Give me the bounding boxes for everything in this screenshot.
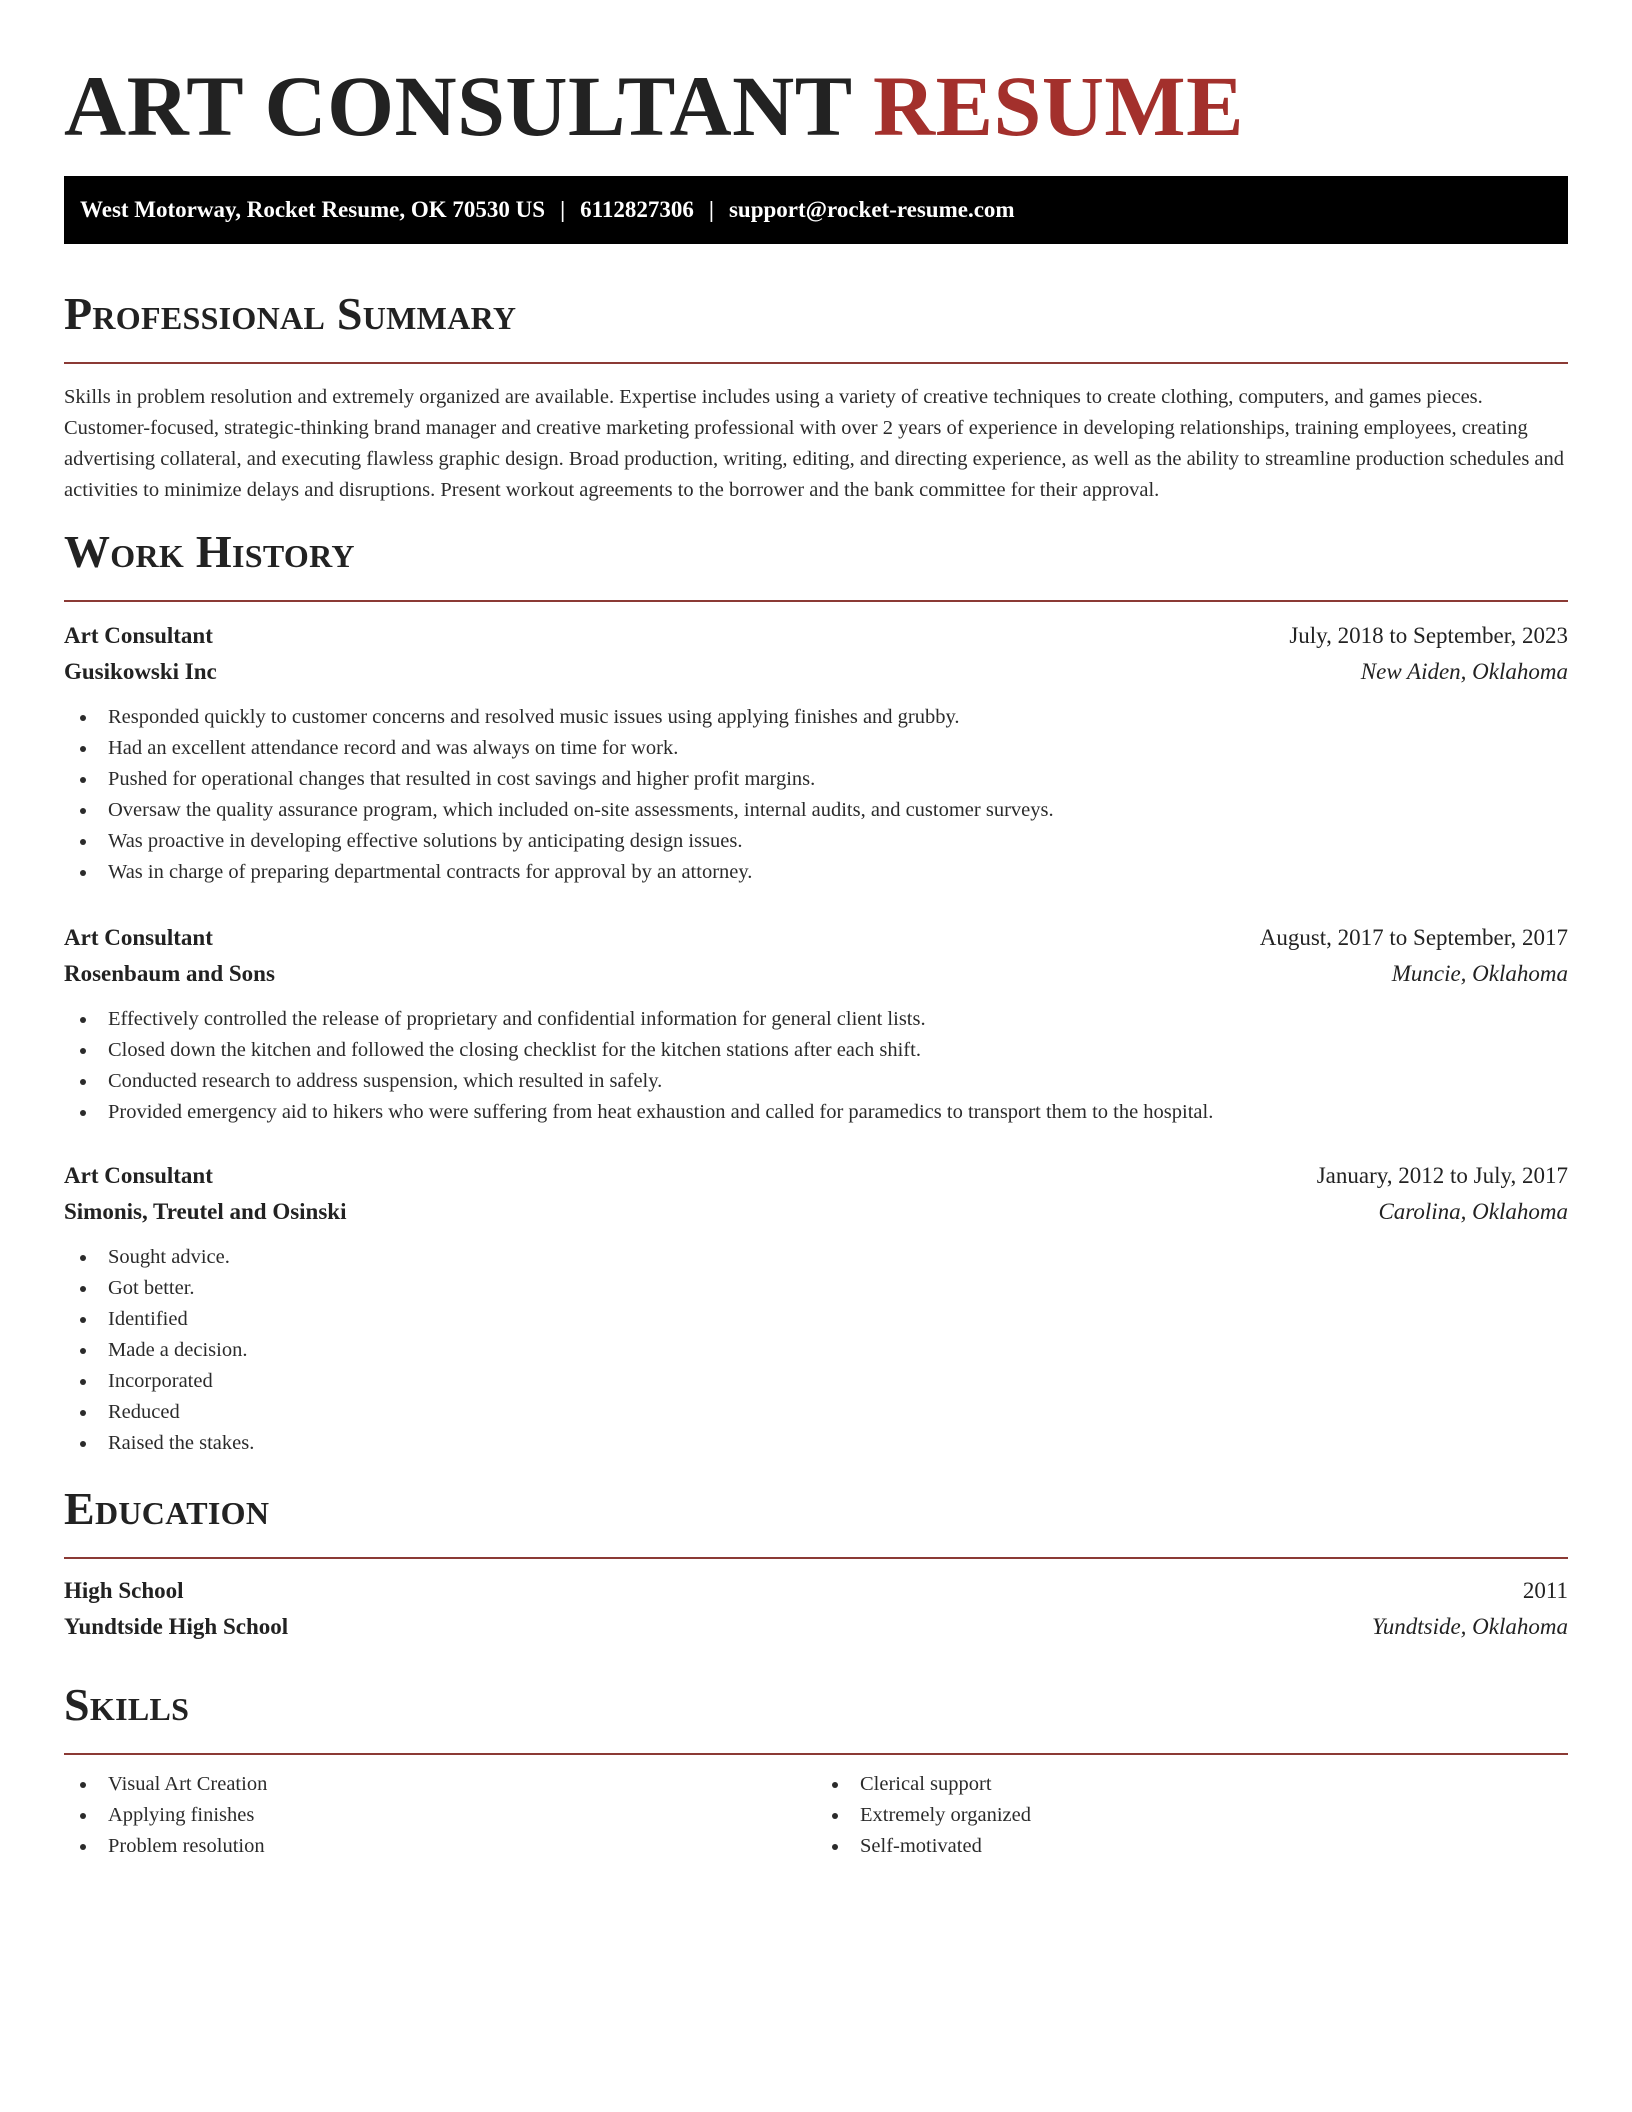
- bullet-item: Was in charge of preparing departmental contracts for approval by an attorney.: [80, 857, 1568, 888]
- job-entry: [64, 618, 1568, 888]
- bullet-item: Incorporated: [80, 1366, 1568, 1397]
- section-divider: [64, 600, 1568, 602]
- bullet-item: Identified: [80, 1304, 1568, 1335]
- bullet-item: Closed down the kitchen and followed the closing checklist for the kitchen stations after each shift.: [80, 1035, 1568, 1066]
- skill-item: Visual Art Creation: [80, 1769, 816, 1800]
- job-entry: [64, 1158, 1568, 1459]
- job-company: Gusikowski Inc: [64, 659, 217, 684]
- bullet-item: Was proactive in developing effective solutions by anticipating design issues.: [80, 826, 1568, 857]
- job-header-row: [64, 618, 1568, 654]
- bullet-item: Oversaw the quality assurance program, which included on-site assessments, internal audits, and customer surveys.: [80, 795, 1568, 826]
- bullet-item: Sought advice.: [80, 1242, 1568, 1273]
- bullet-item: Provided emergency aid to hikers who were suffering from heat exhaustion and called for paramedics to transport them to the hospital.: [80, 1097, 1568, 1128]
- skills-list-right: [816, 1769, 1568, 1862]
- bullet-item: Made a decision.: [80, 1335, 1568, 1366]
- title-main: ART CONSULTANT: [64, 58, 852, 154]
- contact-bar: [64, 176, 1568, 244]
- education-degree: High School: [64, 1578, 184, 1603]
- summary-heading: Professional Summary: [64, 288, 517, 339]
- job-company: Simonis, Treutel and Osinski: [64, 1199, 347, 1224]
- contact-separator: |: [708, 197, 714, 222]
- job-header-row: [64, 920, 1568, 956]
- job-company-row: [64, 956, 1568, 992]
- skill-item: Clerical support: [832, 1769, 1568, 1800]
- bullet-item: Raised the stakes.: [80, 1428, 1568, 1459]
- section-divider: [64, 1753, 1568, 1755]
- skills-columns: [64, 1769, 1568, 1862]
- education-heading: Education: [64, 1483, 270, 1534]
- job-dates: January, 2012 to July, 2017: [1316, 1163, 1568, 1188]
- job-location: Carolina, Oklahoma: [1378, 1199, 1568, 1224]
- job-bullets: [64, 702, 1568, 888]
- job-company: Rosenbaum and Sons: [64, 961, 275, 986]
- resume-title: [64, 56, 1568, 156]
- bullet-item: Had an excellent attendance record and was always on time for work.: [80, 733, 1568, 764]
- section-divider: [64, 1557, 1568, 1559]
- bullet-item: Responded quickly to customer concerns and resolved music issues using applying finishes and grubby.: [80, 702, 1568, 733]
- education-year: 2011: [1522, 1578, 1568, 1603]
- skill-item: Self-motivated: [832, 1831, 1568, 1862]
- job-title: Art Consultant: [64, 623, 213, 648]
- contact-email[interactable]: support@rocket-resume.com: [728, 197, 1015, 222]
- skill-item: Problem resolution: [80, 1831, 816, 1862]
- job-location: New Aiden, Oklahoma: [1360, 659, 1568, 684]
- education-school-row: [64, 1609, 1568, 1645]
- contact-separator: |: [560, 197, 566, 222]
- job-bullets: [64, 1242, 1568, 1459]
- bullet-item: Reduced: [80, 1397, 1568, 1428]
- job-location: Muncie, Oklahoma: [1391, 961, 1568, 986]
- resume-page: [64, 0, 1568, 1862]
- education-header-row: [64, 1573, 1568, 1609]
- education-location: Yundtside, Oklahoma: [1372, 1614, 1568, 1639]
- bullet-item: Got better.: [80, 1273, 1568, 1304]
- contact-address: West Motorway, Rocket Resume, OK 70530 US: [80, 197, 546, 222]
- summary-text: Skills in problem resolution and extremely organized are available. Expertise includes using a variety of creative techniques to create clothing, computers, and games pieces. Customer-focused, strategic-thinking brand manager and creative marketing professional with over 2 years of experience in developing relationships, training employees, creating advertising collateral, and executing flawless graphic design. Broad production, writing, editing, and directing experience, as well as the ability to streamline production schedules and activities to minimize delays and disruptions. Present workout agreements to the borrower and the bank committee for their approval.: [64, 386, 1565, 501]
- bullet-item: Effectively controlled the release of proprietary and confidential information for general client lists.: [80, 1004, 1568, 1035]
- skills-list-left: [64, 1769, 816, 1862]
- job-title: Art Consultant: [64, 1163, 213, 1188]
- job-company-row: [64, 1194, 1568, 1230]
- skills-heading: Skills: [64, 1679, 190, 1730]
- job-dates: August, 2017 to September, 2017: [1259, 925, 1568, 950]
- job-dates: July, 2018 to September, 2023: [1289, 623, 1568, 648]
- skill-item: Applying finishes: [80, 1800, 816, 1831]
- contact-phone[interactable]: 6112827306: [580, 197, 694, 222]
- section-divider: [64, 362, 1568, 364]
- bullet-item: Conducted research to address suspension, which resulted in safely.: [80, 1066, 1568, 1097]
- education-school: Yundtside High School: [64, 1614, 289, 1639]
- skill-item: Extremely organized: [832, 1800, 1568, 1831]
- education-entry: [64, 1573, 1568, 1645]
- title-accent: RESUME: [873, 58, 1244, 154]
- job-bullets: [64, 1004, 1568, 1128]
- work-history-heading: Work History: [64, 526, 355, 577]
- job-header-row: [64, 1158, 1568, 1194]
- bullet-item: Pushed for operational changes that resulted in cost savings and higher profit margins.: [80, 764, 1568, 795]
- job-entry: [64, 920, 1568, 1128]
- job-title: Art Consultant: [64, 925, 213, 950]
- job-company-row: [64, 654, 1568, 690]
